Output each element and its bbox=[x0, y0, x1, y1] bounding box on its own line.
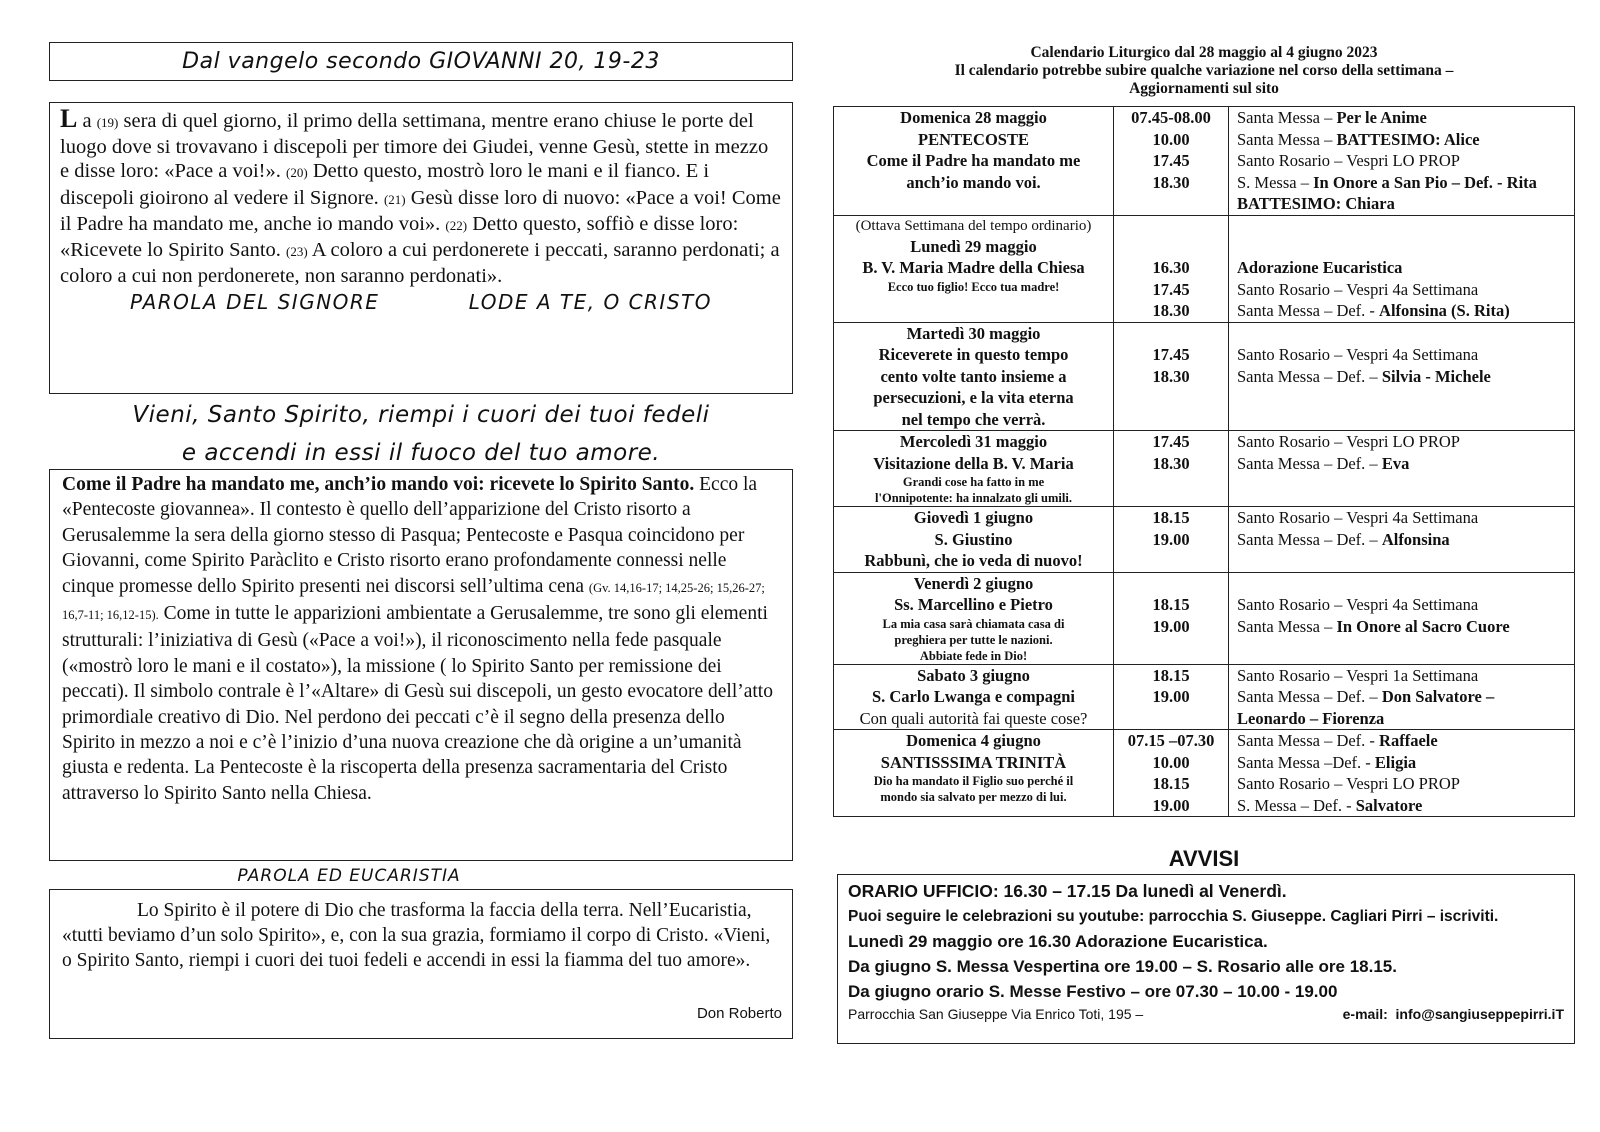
time-slot: 07.45-08.00 bbox=[1131, 108, 1211, 127]
signature: Don Roberto bbox=[696, 1005, 782, 1022]
calendar-time-cell bbox=[1114, 730, 1229, 817]
day-note: Grandi cose ha fatto in me bbox=[902, 475, 1045, 489]
event-line bbox=[1237, 616, 1574, 638]
calendar-day-cell bbox=[834, 322, 1114, 431]
event-text: Santa Messa – bbox=[1237, 616, 1337, 636]
event-line bbox=[1237, 752, 1574, 774]
event-line bbox=[1237, 193, 1574, 215]
event-line bbox=[1237, 795, 1574, 817]
event-text: Santa Messa –Def. - bbox=[1237, 752, 1375, 772]
time-slot bbox=[1114, 573, 1228, 595]
event-text: Santa Messa – bbox=[1237, 108, 1337, 127]
time-slot: 16.30 bbox=[1152, 258, 1190, 277]
time-slot: 10.00 bbox=[1152, 752, 1190, 772]
event-intention: Don Salvatore – bbox=[1381, 687, 1495, 706]
calendar-time-cell bbox=[1114, 322, 1229, 431]
calendar-subtitle: Aggiornamenti sul sito bbox=[1129, 80, 1279, 97]
email-label: e-mail: bbox=[1342, 1006, 1388, 1022]
verse-number: (22) bbox=[445, 217, 468, 233]
calendar-time-cell bbox=[1114, 107, 1229, 216]
event-line bbox=[1237, 665, 1574, 687]
email-link[interactable]: info@sangiuseppepirri.iT bbox=[1395, 1006, 1564, 1022]
event-line bbox=[1237, 366, 1574, 388]
commentary-text bbox=[62, 472, 782, 806]
calendar-row bbox=[834, 664, 1575, 730]
calendar-row bbox=[834, 215, 1575, 322]
day-note: Ecco tuo figlio! Ecco tua madre! bbox=[887, 279, 1060, 294]
calendar-event-cell bbox=[1229, 322, 1575, 431]
time-slot: 19.00 bbox=[1152, 529, 1190, 549]
day-line: anch’io mando voi. bbox=[906, 172, 1041, 192]
event-intention: In Onore a San Pio – Def. - Rita bbox=[1313, 172, 1537, 192]
event-intention: Eligia bbox=[1374, 752, 1417, 772]
time-slot: 17.45 bbox=[1152, 345, 1190, 364]
event-text: S. Messa – Def. - bbox=[1237, 795, 1356, 815]
time-slot: 18.30 bbox=[1152, 366, 1190, 386]
calendar-time-cell bbox=[1114, 431, 1229, 507]
event-intention: BATTESIMO: Alice bbox=[1336, 129, 1480, 149]
time-slot bbox=[1114, 193, 1228, 215]
event-line bbox=[1237, 773, 1574, 795]
event-text: Santa Messa – Def. - bbox=[1237, 301, 1380, 320]
verse-text: Detto questo, mostrò loro le mani e il fianco. E i discepoli gioirono al vedere il Signore. bbox=[60, 160, 710, 209]
acclamation-left: PAROLA DEL SIGNORE bbox=[130, 290, 380, 315]
day-note: Dio ha mandato il Figlio suo perché il bbox=[873, 774, 1074, 788]
calendar-event-cell bbox=[1229, 215, 1575, 322]
time-slot: 18.15 bbox=[1152, 774, 1190, 793]
invocation-line: e accendi in essi il fuoco del tuo amore. bbox=[181, 440, 661, 466]
gospel-acclamation bbox=[60, 290, 782, 314]
calendar-title: Calendario Liturgico dal 28 maggio al 4 giugno 2023 bbox=[1030, 44, 1378, 61]
event-line bbox=[1237, 573, 1574, 595]
time-slot: 07.15 –07.30 bbox=[1127, 731, 1215, 750]
day-line: cento volte tanto insieme a bbox=[880, 366, 1067, 386]
event-line bbox=[1237, 172, 1574, 194]
gospel-title bbox=[49, 42, 793, 81]
day-line: Domenica 28 maggio bbox=[900, 108, 1047, 127]
event-text: Santa Messa – Def. – bbox=[1237, 453, 1382, 473]
commentary-box bbox=[49, 469, 793, 861]
event-intention: Per le Anime bbox=[1336, 108, 1427, 127]
acclamation-right: LODE A TE, O CRISTO bbox=[468, 290, 712, 315]
day-line: Lunedì 29 maggio bbox=[910, 236, 1037, 256]
day-line: Mercoledì 31 maggio bbox=[899, 432, 1048, 451]
calendar-time-cell bbox=[1114, 572, 1229, 664]
time-slot: 19.00 bbox=[1152, 616, 1190, 636]
event-intention: Alfonsina bbox=[1381, 529, 1450, 549]
day-line: Rabbunì, che io veda di nuovo! bbox=[864, 551, 1083, 570]
invocation-line: Vieni, Santo Spirito, riempi i cuori dei tuoi fedeli bbox=[132, 402, 710, 428]
calendar-subtitle: Il calendario potrebbe subire qualche variazione nel corso della settimana – bbox=[954, 62, 1454, 79]
avvisi-box bbox=[837, 874, 1575, 1044]
notice-line: Da giugno S. Messa Vespertina ore 19.00 – S. Rosario alle ore 18.15. bbox=[848, 957, 1397, 976]
calendar-event-cell bbox=[1229, 730, 1575, 817]
day-line: Visitazione della B. V. Maria bbox=[873, 453, 1074, 473]
day-line: Domenica 4 giugno bbox=[906, 731, 1041, 750]
day-line: S. Giustino bbox=[934, 529, 1013, 549]
commentary-body: Come in tutte le apparizioni ambientate a Gerusalemme, tre sono gli elementi strutturali: l’iniziativa di Gesù («Pace a voi!»), il riconoscimento nella fede pasquale («mostrò loro le mani e il costato»), la missione ( lo Spirito Santo per remissione dei peccati). Il simbolo contrale è l’«Altare» di Gesù sui discepoli, un gesto evocatore dell’atto primordiale creativo di Dio. Nel perdono dei peccati c’è il segno della presenza dello Spirito in mezzo a noi e c’è l’inizio d’una nuova creazione che dà origine a un’umanità giusta e redenta. La Pentecoste è la riscoperta della presenza sacramentaria del Cristo attraverso lo Spirito Santo nella Chiesa. bbox=[62, 603, 773, 804]
day-line: persecuzioni, e la vita eterna bbox=[873, 388, 1074, 407]
time-slot: 17.45 bbox=[1152, 279, 1190, 299]
event-intention: Raffaele bbox=[1379, 731, 1438, 750]
calendar-day-cell bbox=[834, 215, 1114, 322]
event-line bbox=[1237, 344, 1574, 366]
time-slot: 18.15 bbox=[1152, 665, 1190, 685]
event-line bbox=[1237, 150, 1574, 172]
verse-text: Gesù disse loro di nuovo: «Pace a voi! Come il Padre ha mandato me, anche io mando voi». bbox=[60, 186, 781, 235]
calendar-time-cell bbox=[1114, 507, 1229, 573]
calendar-event-cell bbox=[1229, 431, 1575, 507]
event-intention: BATTESIMO: Chiara bbox=[1237, 194, 1395, 213]
time-slot: 18.15 bbox=[1152, 508, 1190, 527]
event-text: Santa Messa – Def. - bbox=[1237, 731, 1380, 750]
section-title: PAROLA ED EUCARISTIA bbox=[237, 866, 461, 886]
event-text: Santo Rosario – Vespri 4a Settimana bbox=[1237, 595, 1479, 614]
event-line bbox=[1237, 594, 1574, 616]
event-text: Santo Rosario – Vespri 4a Settimana bbox=[1237, 279, 1479, 299]
time-slot: 19.00 bbox=[1152, 687, 1190, 706]
event-line bbox=[1237, 129, 1574, 151]
event-intention: Leonardo – Fiorenza bbox=[1237, 708, 1385, 728]
verse-number: (20) bbox=[286, 165, 308, 181]
event-intention: Silvia - Michele bbox=[1381, 366, 1491, 386]
event-line bbox=[1237, 529, 1574, 551]
day-line: Ss. Marcellino e Pietro bbox=[894, 595, 1053, 614]
liturgical-period: (Ottava Settimana del tempo ordinario) bbox=[855, 217, 1092, 234]
calendar-row bbox=[834, 572, 1575, 664]
calendar-day-cell bbox=[834, 431, 1114, 507]
event-text: Santa Messa – Def. – bbox=[1237, 529, 1382, 549]
day-line: SANTISSSIMA TRINITÀ bbox=[880, 752, 1067, 772]
event-line bbox=[1237, 686, 1574, 708]
day-line: Martedì 30 maggio bbox=[906, 323, 1041, 343]
day-line: Sabato 3 giugno bbox=[917, 665, 1030, 685]
day-note: l'Onnipotente: ha innalzato gli umili. bbox=[875, 491, 1072, 505]
time-slot: 10.00 bbox=[1152, 129, 1190, 149]
time-slot: 17.45 bbox=[1152, 151, 1190, 170]
commentary-heading: Come il Padre ha mandato me, anch’io mando voi: ricevete lo Spirito Santo. bbox=[62, 474, 695, 495]
day-quote: Con quali autorità fai queste cose? bbox=[859, 708, 1088, 728]
event-line bbox=[1237, 708, 1574, 730]
event-line bbox=[1237, 279, 1574, 301]
event-text: S. Messa – bbox=[1237, 172, 1314, 192]
time-slot: 18.30 bbox=[1152, 453, 1190, 473]
parola-eucaristia-title bbox=[49, 866, 649, 886]
gospel-title-text: Dal vangelo secondo GIOVANNI 20, 19-23 bbox=[182, 49, 660, 74]
gospel-reading-box bbox=[49, 102, 793, 394]
notice-line: Da giugno orario S. Messe Festivo – ore 07.30 – 10.00 - 19.00 bbox=[848, 982, 1338, 1001]
event-line bbox=[1237, 730, 1574, 752]
calendar-event-cell bbox=[1229, 664, 1575, 730]
eucaristia-text: Lo Spirito è il potere di Dio che trasforma la faccia della terra. Nell’Eucaristia, «tutti beviamo d’un solo Spirito», e, con la sua grazia, formiamo il corpo di Cristo. «Vieni, o Spirito Santo, riempi i cuori dei tuoi fedeli e accendi in essi la fiamma del tuo amore». bbox=[62, 900, 771, 971]
day-note: La mia casa sarà chiamata casa di bbox=[882, 616, 1065, 631]
event-line bbox=[1237, 507, 1574, 529]
time-slot bbox=[1114, 236, 1228, 258]
verse-text: A coloro a cui perdonerete i peccati, saranno perdonati; a coloro a cui non perdonerete, non saranno perdonati». bbox=[60, 239, 780, 288]
day-note: mondo sia salvato per mezzo di lui. bbox=[880, 790, 1067, 804]
day-line: S. Carlo Lwanga e compagni bbox=[871, 687, 1076, 706]
event-text: Santa Messa – bbox=[1237, 129, 1337, 149]
parola-eucaristia-box bbox=[49, 889, 793, 1039]
event-intention: Eva bbox=[1381, 453, 1410, 473]
notice-line: ORARIO UFFICIO: 16.30 – 17.15 Da lunedì al Venerdì. bbox=[848, 881, 1287, 901]
event-line bbox=[1237, 323, 1574, 345]
event-line bbox=[1237, 431, 1574, 453]
calendar-row bbox=[834, 507, 1575, 573]
calendar-event-cell bbox=[1229, 572, 1575, 664]
calendar-day-cell bbox=[834, 664, 1114, 730]
event-line bbox=[1237, 453, 1574, 475]
day-line: Giovedì 1 giugno bbox=[913, 508, 1034, 527]
day-line: nel tempo che verrà. bbox=[901, 409, 1046, 429]
day-line: Venerdì 2 giugno bbox=[913, 573, 1034, 593]
event-text: Santo Rosario – Vespri 4a Settimana bbox=[1237, 345, 1479, 364]
day-note: preghiera per tutte le nazioni. bbox=[894, 632, 1053, 647]
verse-number: (21) bbox=[383, 191, 406, 207]
calendar-day-cell bbox=[834, 730, 1114, 817]
event-text: Santo Rosario – Vespri 4a Settimana bbox=[1237, 508, 1479, 527]
day-line: PENTECOSTE bbox=[918, 129, 1029, 149]
time-slot: 18.30 bbox=[1152, 301, 1190, 320]
parish-contact bbox=[848, 1006, 1564, 1022]
event-line bbox=[1237, 257, 1574, 279]
day-line: Come il Padre ha mandato me bbox=[866, 151, 1081, 170]
avvisi-title bbox=[833, 846, 1575, 872]
event-line bbox=[1237, 300, 1574, 322]
calendar-header bbox=[833, 44, 1575, 98]
event-text: Santo Rosario – Vespri LO PROP bbox=[1237, 432, 1460, 451]
event-intention: In Onore al Sacro Cuore bbox=[1336, 616, 1510, 636]
time-slot: 18.15 bbox=[1152, 595, 1190, 614]
event-intention: Salvatore bbox=[1355, 795, 1423, 815]
calendar-event-cell bbox=[1229, 107, 1575, 216]
event-text: Santa Messa – Def. – bbox=[1237, 366, 1382, 386]
calendar-day-cell bbox=[834, 572, 1114, 664]
event-line bbox=[1237, 107, 1574, 129]
time-slot: 17.45 bbox=[1152, 432, 1190, 451]
event-text: Santo Rosario – Vespri 1a Settimana bbox=[1237, 665, 1479, 685]
liturgical-calendar-table bbox=[833, 106, 1575, 817]
verse-text: Detto questo, soffiò e disse loro: «Ricevete lo Spirito Santo. bbox=[60, 212, 739, 262]
calendar-day-cell bbox=[834, 507, 1114, 573]
day-line: Riceverete in questo tempo bbox=[878, 345, 1069, 364]
calendar-row bbox=[834, 730, 1575, 817]
calendar-row bbox=[834, 431, 1575, 507]
drop-initial: L bbox=[60, 104, 78, 133]
notice-line: Lunedì 29 maggio ore 16.30 Adorazione Eucaristica. bbox=[848, 932, 1268, 951]
verse-text: sera di quel giorno, il primo della settimana, mentre erano chiuse le porte del luogo dove si trovavano i discepoli per timore dei Giudei, venne Gesù, stette in mezzo e disse loro: «Pace a voi!». bbox=[60, 110, 769, 183]
parish-address: Parrocchia San Giuseppe Via Enrico Toti, 195 – bbox=[848, 1006, 1144, 1022]
time-slot: 19.00 bbox=[1152, 795, 1190, 815]
calendar-row bbox=[834, 322, 1575, 431]
event-text: Santo Rosario – Vespri LO PROP bbox=[1237, 151, 1460, 170]
event-intention: Adorazione Eucaristica bbox=[1237, 258, 1403, 277]
calendar-day-cell bbox=[834, 107, 1114, 216]
event-line bbox=[1237, 236, 1574, 258]
scripture-references: (Gv. 14,16-17; 14,25-26; 15,26-27; 16,7-11; 16,12-15). bbox=[62, 580, 765, 623]
invocation bbox=[49, 396, 793, 472]
commentary-body: Ecco la «Pentecoste giovannea». Il contesto è quello dell’apparizione del Cristo risorto a Gerusalemme la sera della giorno stesso di Pasqua; Pentecoste e Pasqua coincidono per Giovanni, come Spirito Paràclito e Cristo risorto erano profondamente connessi nelle cinque promesse dello Spirito presenti nei discorsi sell’ultima cena bbox=[62, 474, 758, 597]
event-text: Santo Rosario – Vespri LO PROP bbox=[1237, 774, 1460, 793]
gospel-reading-text: L a (19) sera di quel giorno, il primo della settimana, mentre erano chiuse le porte del luogo dove si trovavano i discepoli per timore dei Giudei, venne Gesù, stette in mezzo e disse loro: «Pace a voi!». (20) Detto questo, mostrò loro le mani e il fianco. E i discepoli gioirono al vedere il Signore. (21) Gesù disse loro di nuovo: «Pace a voi! Come il Padre ha mandato me, anche io mando voi». (22) Detto questo, soffiò e disse loro: «Ricevete lo Spirito Santo. (23) A coloro a cui perdonerete i peccati, saranno perdonati; a coloro a cui non perdonerete, non saranno perdonati». bbox=[60, 104, 781, 288]
notice-line: Puoi seguire le celebrazioni su youtube: parrocchia S. Giuseppe. Cagliari Pirri – iscriviti. bbox=[848, 908, 1499, 925]
calendar-time-cell bbox=[1114, 664, 1229, 730]
event-intention: Alfonsina (S. Rita) bbox=[1379, 301, 1510, 320]
avvisi-title-text: AVVISI bbox=[1168, 846, 1240, 871]
event-text: Santa Messa – Def. – bbox=[1237, 687, 1382, 706]
verse-number: (19) bbox=[96, 115, 119, 130]
day-line: B. V. Maria Madre della Chiesa bbox=[862, 258, 1085, 277]
day-note: Abbiate fede in Dio! bbox=[919, 648, 1028, 663]
time-slot bbox=[1114, 323, 1228, 345]
calendar-row bbox=[834, 107, 1575, 216]
calendar-time-cell bbox=[1114, 215, 1229, 322]
calendar-event-cell bbox=[1229, 507, 1575, 573]
verse-number: (23) bbox=[286, 244, 308, 260]
time-slot: 18.30 bbox=[1152, 172, 1190, 192]
